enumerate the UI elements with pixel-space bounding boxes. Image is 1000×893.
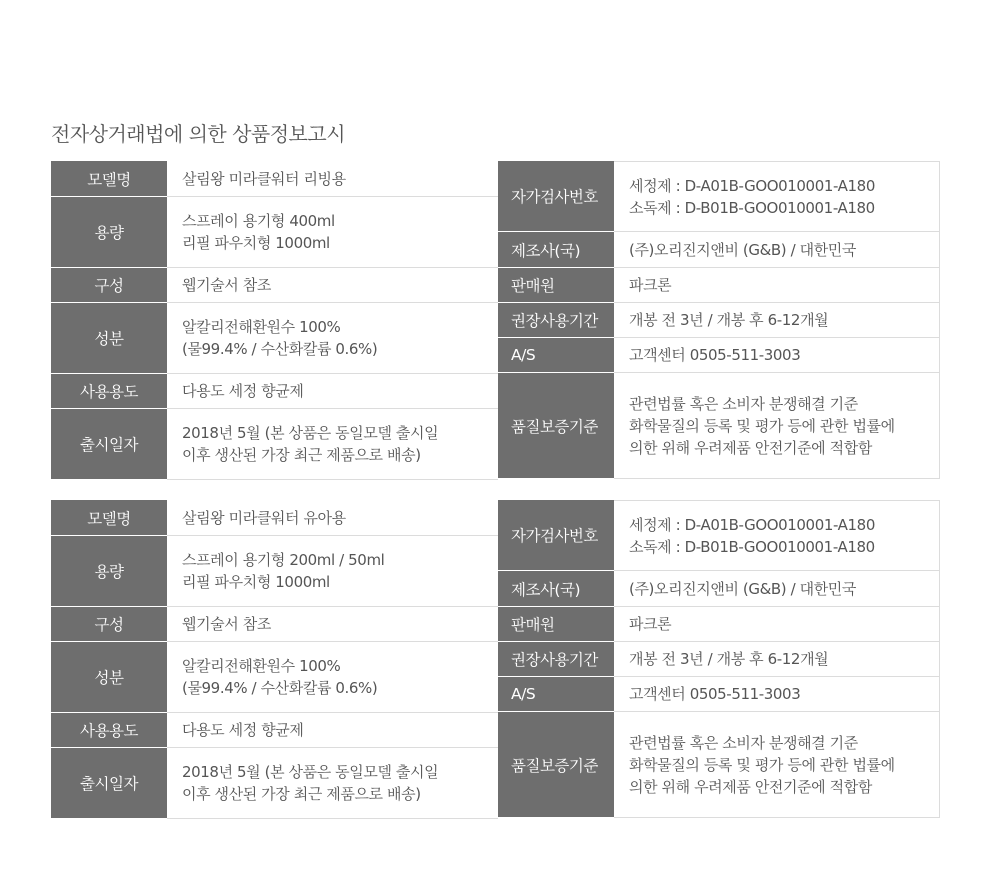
info-label: 출시일자 — [51, 748, 167, 819]
info-value — [167, 303, 498, 374]
info-value-line: 세정제 : D-A01B-GOO010001-A180 — [629, 176, 875, 195]
info-value — [167, 642, 498, 713]
info-value-line: 관련법률 혹은 소비자 분쟁해결 기준 — [629, 394, 858, 413]
info-value-line: (주)오리진지앤비 (G&B) / 대한민국 — [629, 579, 856, 598]
info-value-line: (물99.4% / 수산화칼륨 0.6%) — [182, 340, 378, 358]
info-value-line: 파크론 — [629, 615, 672, 633]
right-column — [498, 161, 940, 479]
info-value-line: 리필 파우치형 1000ml — [182, 573, 330, 591]
info-value-line: 다용도 세정 향균제 — [182, 721, 304, 739]
left-column — [51, 161, 498, 480]
info-label: 구성 — [51, 607, 167, 642]
info-value — [614, 571, 940, 607]
left-column — [51, 500, 498, 819]
info-value-line: 리필 파우치형 1000ml — [182, 234, 330, 252]
info-value-line: 의한 위해 우려제품 안전기준에 적합함 — [629, 438, 872, 457]
info-label: A/S — [498, 338, 614, 373]
info-value — [614, 607, 940, 642]
info-row-ingredients — [51, 642, 498, 713]
info-value-line: 고객센터 0505-511-3003 — [629, 346, 801, 364]
info-row-seller — [498, 268, 940, 303]
info-label: 권장사용기간 — [498, 642, 614, 677]
info-row-capacity — [51, 197, 498, 268]
info-value-line: 살림왕 미라클워터 유아용 — [182, 508, 346, 527]
info-label: 구성 — [51, 268, 167, 303]
info-row-composition — [51, 268, 498, 303]
info-row-release-date — [51, 409, 498, 480]
info-label: 자가검사번호 — [498, 500, 614, 571]
info-value-line: 관련법률 혹은 소비자 분쟁해결 기준 — [629, 733, 858, 752]
info-value-line: 고객센터 0505-511-3003 — [629, 685, 801, 703]
info-value-line: 다용도 세정 향균제 — [182, 382, 304, 400]
info-row-composition — [51, 607, 498, 642]
info-label: 출시일자 — [51, 409, 167, 480]
info-row-usage — [51, 713, 498, 748]
info-value — [614, 373, 940, 479]
info-label: 성분 — [51, 303, 167, 374]
info-row-release-date — [51, 748, 498, 819]
info-value-line: 파크론 — [629, 276, 672, 294]
info-value-line: 의한 위해 우려제품 안전기준에 적합함 — [629, 777, 872, 796]
info-value — [614, 303, 940, 338]
info-value — [167, 374, 498, 409]
info-value-line: 개봉 전 3년 / 개봉 후 6-12개월 — [629, 650, 829, 668]
info-row-capacity — [51, 536, 498, 607]
info-value — [614, 268, 940, 303]
info-row-model — [51, 500, 498, 536]
product-info-table — [51, 500, 940, 820]
info-value-line: 웹기술서 참조 — [182, 276, 271, 294]
info-value-line: 웹기술서 참조 — [182, 615, 271, 633]
right-column — [498, 500, 940, 818]
info-value-line: 스프레이 용기형 200ml / 50ml — [182, 551, 385, 569]
info-value-line: 스프레이 용기형 400ml — [182, 212, 335, 230]
info-row-quality-standard — [498, 373, 940, 479]
info-row-after-service — [498, 677, 940, 712]
info-label: 품질보증기준 — [498, 712, 614, 818]
info-row-manufacturer — [498, 232, 940, 268]
info-label: 성분 — [51, 642, 167, 713]
info-value — [167, 268, 498, 303]
info-label: 제조사(국) — [498, 571, 614, 607]
info-value-line: (물99.4% / 수산화칼륨 0.6%) — [182, 679, 378, 697]
info-label: 판매원 — [498, 268, 614, 303]
info-label: 사용용도 — [51, 713, 167, 748]
info-value — [167, 409, 498, 480]
info-value-line: 2018년 5월 (본 상품은 동일모델 출시일 — [182, 424, 439, 442]
info-value-line: 화학물질의 등록 및 평가 등에 관한 법률에 — [629, 755, 895, 774]
info-value — [167, 536, 498, 607]
info-value-line: 알칼리전해환원수 100% — [182, 657, 341, 675]
info-row-self-inspection-no — [498, 161, 940, 232]
info-row-seller — [498, 607, 940, 642]
info-label: 자가검사번호 — [498, 161, 614, 232]
info-row-after-service — [498, 338, 940, 373]
info-row-recommended-period — [498, 303, 940, 338]
info-value-line: 살림왕 미라클워터 리빙용 — [182, 169, 346, 188]
info-value-line: 소독제 : D-B01B-GOO010001-A180 — [629, 537, 875, 556]
info-row-usage — [51, 374, 498, 409]
info-label: 품질보증기준 — [498, 373, 614, 479]
info-value — [614, 338, 940, 373]
info-label: 용량 — [51, 536, 167, 607]
info-value — [167, 713, 498, 748]
info-label: 권장사용기간 — [498, 303, 614, 338]
info-row-quality-standard — [498, 712, 940, 818]
info-label: 모델명 — [51, 161, 167, 197]
info-value-line: 화학물질의 등록 및 평가 등에 관한 법률에 — [629, 416, 895, 435]
info-value-line: 소독제 : D-B01B-GOO010001-A180 — [629, 198, 875, 217]
info-value — [167, 161, 498, 197]
info-value — [614, 232, 940, 268]
info-label: 사용용도 — [51, 374, 167, 409]
info-row-model — [51, 161, 498, 197]
info-row-recommended-period — [498, 642, 940, 677]
info-value — [614, 677, 940, 712]
product-info-table — [51, 161, 940, 481]
info-row-manufacturer — [498, 571, 940, 607]
info-label: 모델명 — [51, 500, 167, 536]
info-row-self-inspection-no — [498, 500, 940, 571]
info-value — [167, 500, 498, 536]
info-value-line: 2018년 5월 (본 상품은 동일모델 출시일 — [182, 763, 439, 781]
info-row-ingredients — [51, 303, 498, 374]
info-value-line: 이후 생산된 가장 최근 제품으로 배송) — [182, 785, 421, 803]
info-value-line: 개봉 전 3년 / 개봉 후 6-12개월 — [629, 311, 829, 329]
info-value — [614, 500, 940, 571]
info-value-line: 알칼리전해환원수 100% — [182, 318, 341, 336]
info-value — [167, 748, 498, 819]
info-label: 판매원 — [498, 607, 614, 642]
info-label: 제조사(국) — [498, 232, 614, 268]
info-value — [167, 607, 498, 642]
info-value-line: 이후 생산된 가장 최근 제품으로 배송) — [182, 446, 421, 464]
info-value — [614, 642, 940, 677]
info-value — [614, 161, 940, 232]
info-label: A/S — [498, 677, 614, 712]
page-title: 전자상거래법에 의한 상품정보고시 — [51, 122, 346, 146]
info-value — [614, 712, 940, 818]
info-value-line: (주)오리진지앤비 (G&B) / 대한민국 — [629, 240, 856, 259]
info-value-line: 세정제 : D-A01B-GOO010001-A180 — [629, 515, 875, 534]
info-value — [167, 197, 498, 268]
info-label: 용량 — [51, 197, 167, 268]
